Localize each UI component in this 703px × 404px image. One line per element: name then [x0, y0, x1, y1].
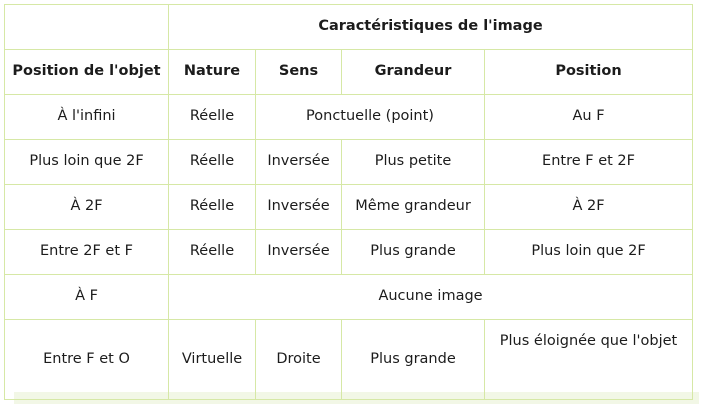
table-cell: Réelle [169, 95, 256, 140]
table-cell: Entre 2F et F [5, 230, 169, 275]
empty-corner-cell [5, 5, 169, 50]
table-cell: Réelle [169, 140, 256, 185]
table-cell: Plus loin que 2F [485, 230, 693, 275]
column-header: Sens [256, 50, 342, 95]
table-row [5, 95, 693, 140]
table-cell: Droite [256, 320, 342, 400]
table-cell: Plus grande [342, 230, 485, 275]
table-cell: Ponctuelle (point) [256, 95, 485, 140]
table-row [5, 185, 693, 230]
table-cell: Plus éloignée que l'objet [485, 320, 693, 400]
table-row [5, 140, 693, 185]
table-cell: Plus petite [342, 140, 485, 185]
table-row [5, 275, 693, 320]
image-characteristics-table [4, 4, 693, 400]
column-header: Position de l'objet [5, 50, 169, 95]
table-cell: Inversée [256, 185, 342, 230]
table-cell: À 2F [485, 185, 693, 230]
table-cell: Entre F et O [5, 320, 169, 400]
table-cell: Au F [485, 95, 693, 140]
table-cell: Plus loin que 2F [5, 140, 169, 185]
table-row [5, 320, 693, 400]
table-cell: À 2F [5, 185, 169, 230]
table-row [5, 5, 693, 50]
table-cell: Même grandeur [342, 185, 485, 230]
table-cell: À F [5, 275, 169, 320]
table-cell: Réelle [169, 230, 256, 275]
column-header: Nature [169, 50, 256, 95]
table-row [5, 230, 693, 275]
group-header: Caractéristiques de l'image [169, 5, 693, 50]
table-cell: À l'infini [5, 95, 169, 140]
table-cell: Virtuelle [169, 320, 256, 400]
column-header: Grandeur [342, 50, 485, 95]
table-cell: Réelle [169, 185, 256, 230]
table-header-row [5, 50, 693, 95]
column-header: Position [485, 50, 693, 95]
table-cell: Plus grande [342, 320, 485, 400]
table-cell: Inversée [256, 230, 342, 275]
table-cell: Entre F et 2F [485, 140, 693, 185]
table-cell: Aucune image [169, 275, 693, 320]
table-cell: Inversée [256, 140, 342, 185]
